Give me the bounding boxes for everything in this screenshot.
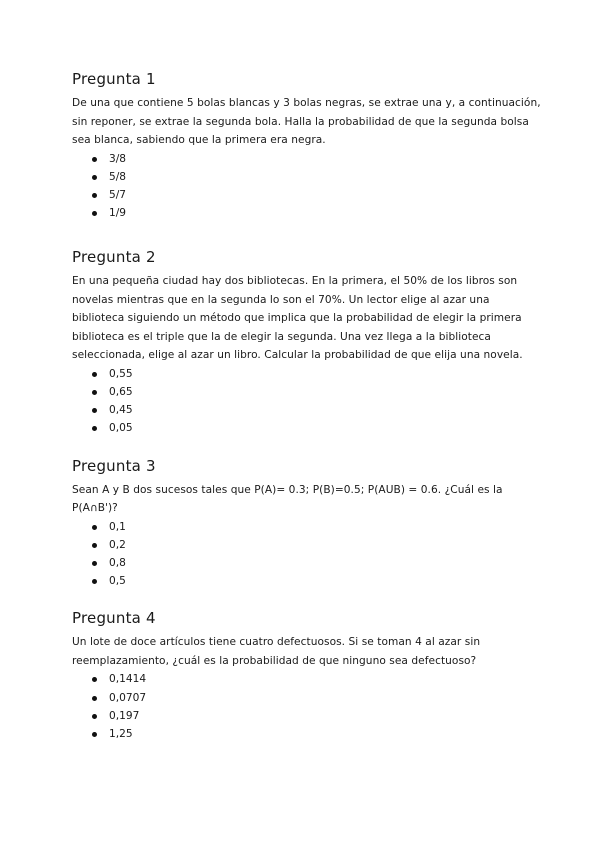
bullet-icon xyxy=(92,677,97,682)
option-item xyxy=(72,670,542,688)
bullet-icon xyxy=(92,579,97,584)
option-item xyxy=(72,401,542,419)
question-2-title: Pregunta 2 xyxy=(72,248,156,267)
bullet-icon xyxy=(92,408,97,413)
question-3-options xyxy=(72,518,542,591)
bullet-icon xyxy=(92,157,97,162)
question-4-options xyxy=(72,670,542,743)
option-label: 0,05 xyxy=(109,422,133,435)
option-item xyxy=(72,383,542,401)
option-label: 0,1414 xyxy=(109,673,147,686)
option-item xyxy=(72,168,542,186)
option-item xyxy=(72,725,542,743)
question-3-title: Pregunta 3 xyxy=(72,456,156,475)
option-label: 0,45 xyxy=(109,404,133,417)
question-2-text: En una pequeña ciudad hay dos bibliotecas. En la primera, el 50% de los libros son novelas mientras que en la segunda lo son el 70%. Un lector elige al azar una biblioteca siguiendo un método que implica que la probabilidad de elegir la primera biblioteca es el triple que la de elegir la segunda. Una vez llega a la biblioteca seleccionada, elige al azar un libro. Calcular la probabilidad de que elija una novela. xyxy=(72,275,523,362)
question-1-title: Pregunta 1 xyxy=(72,70,156,88)
question-1-text: De una que contiene 5 bolas blancas y 3 bolas negras, se extrae una y, a continuación, sin reponer, se extrae la segunda bola. Halla la probabilidad de que la segunda bolsa sea blanca, sabiendo que la primera era negra. xyxy=(72,97,541,146)
option-label: 0,55 xyxy=(109,367,133,380)
option-label: 0,197 xyxy=(109,709,140,722)
bullet-icon xyxy=(92,561,97,566)
option-label: 3/8 xyxy=(109,152,127,165)
option-item xyxy=(72,572,542,590)
option-label: 0,1 xyxy=(109,520,126,533)
document-page xyxy=(72,70,542,743)
question-4-title: Pregunta 4 xyxy=(72,609,156,628)
bullet-icon xyxy=(92,426,97,431)
option-label: 0,8 xyxy=(109,557,126,570)
bullet-icon xyxy=(92,543,97,548)
option-item xyxy=(72,365,542,383)
option-label: 0,5 xyxy=(109,575,126,588)
question-3 xyxy=(72,457,542,591)
option-item xyxy=(72,554,542,572)
bullet-icon xyxy=(92,211,97,216)
option-item xyxy=(72,689,542,707)
question-1 xyxy=(72,70,542,222)
option-item xyxy=(72,707,542,725)
bullet-icon xyxy=(92,390,97,395)
option-label: 0,2 xyxy=(109,538,126,551)
bullet-icon xyxy=(92,193,97,198)
bullet-icon xyxy=(92,175,97,180)
option-item xyxy=(72,150,542,168)
option-label: 0,65 xyxy=(109,386,133,399)
option-item xyxy=(72,186,542,204)
option-item xyxy=(72,518,542,536)
bullet-icon xyxy=(92,525,97,530)
bullet-icon xyxy=(92,732,97,737)
option-label: 0,0707 xyxy=(109,691,147,704)
question-1-options xyxy=(72,150,542,223)
option-label: 5/8 xyxy=(109,170,127,183)
option-label: 1/9 xyxy=(109,207,127,220)
bullet-icon xyxy=(92,696,97,701)
question-3-text: Sean A y B dos sucesos tales que P(A)= 0.3; P(B)=0.5; P(AUB) = 0.6. ¿Cuál es la P(A∩B')? xyxy=(72,483,503,515)
option-item xyxy=(72,204,542,222)
question-4-text: Un lote de doce artículos tiene cuatro defectuosos. Si se toman 4 al azar sin reemplazamiento, ¿cuál es la probabilidad de que ninguno sea defectuoso? xyxy=(72,636,481,667)
bullet-icon xyxy=(92,714,97,719)
option-label: 1,25 xyxy=(109,728,133,741)
question-2-options xyxy=(72,365,542,438)
question-4 xyxy=(72,609,542,743)
question-2 xyxy=(72,248,542,437)
option-item xyxy=(72,419,542,437)
option-item xyxy=(72,536,542,554)
bullet-icon xyxy=(92,372,97,377)
option-label: 5/7 xyxy=(109,188,127,201)
